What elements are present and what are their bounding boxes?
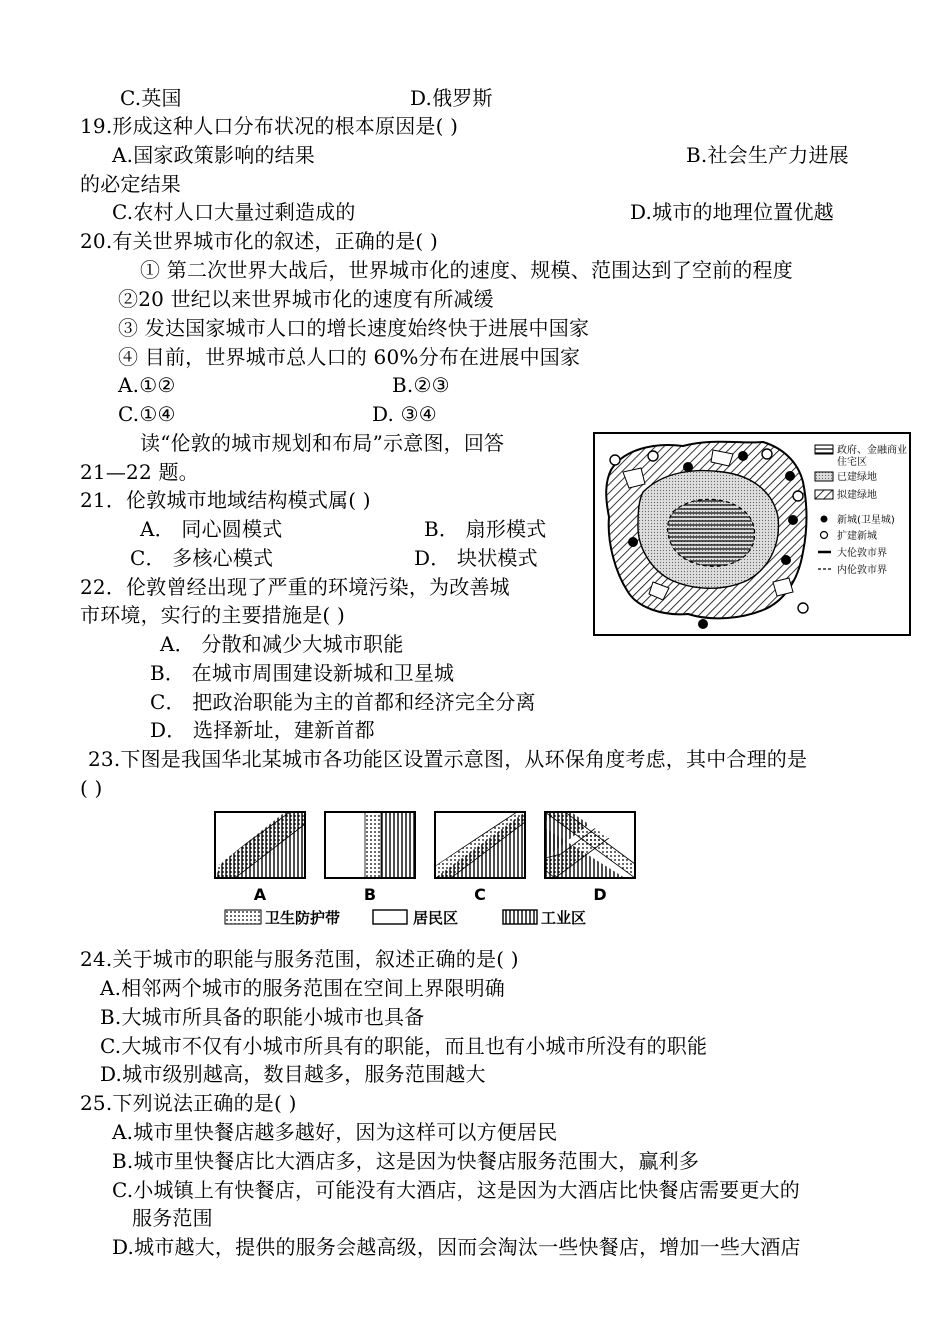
q21-option-b: B． 扇形模式 [424, 517, 547, 541]
q24-option-a: A.相邻两个城市的服务范围在空间上界限明确 [100, 976, 506, 1000]
q24-stem: 24.关于城市的职能与服务范围，叙述正确的是( ) [80, 947, 519, 971]
q24-option-d: D.城市级别越高，数目越多，服务范围越大 [100, 1062, 486, 1086]
q19-stem: 19.形成这种人口分布状况的根本原因是( ) [80, 114, 459, 138]
legend-residential-label: 居民区 [413, 909, 459, 927]
panel-label-d: D [593, 885, 607, 904]
q22-option-b: B． 在城市周围建设新城和卫星城 [150, 661, 455, 685]
q25-option-b: B.城市里快餐店比大酒店多，这是因为快餐店服务范围大，赢利多 [112, 1149, 700, 1173]
q25-option-d: D.城市越大，提供的服务会越高级，因而会淘汰一些快餐店，增加一些大酒店 [112, 1235, 801, 1259]
new-town-dot [788, 515, 798, 525]
q20-option-b: B.②③ [392, 373, 450, 397]
legend-label: 拟建绿地 [837, 490, 877, 501]
panel-c [435, 812, 525, 878]
q20-option-a: A.①② [118, 373, 176, 397]
q21-option-d: D． 块状模式 [414, 546, 538, 570]
legend-swatch-residential [373, 910, 407, 924]
legend-label: 已建绿地 [837, 472, 877, 483]
q21-option-a: A． 同心圆模式 [140, 517, 283, 541]
panel-label-b: B [363, 885, 377, 904]
expanded-town-dot [793, 491, 803, 501]
new-town-dot [683, 462, 693, 472]
expanded-town-dot [798, 603, 808, 613]
q18-option-c: C.英国 [120, 86, 182, 110]
panel-a [215, 812, 305, 878]
new-town-dot [785, 471, 795, 481]
panel-label-a: A [253, 885, 267, 904]
legend-label: 内伦敦市界 [837, 565, 887, 576]
new-town-dot [698, 619, 708, 629]
panel-d [545, 812, 635, 878]
expanded-town-dot [762, 449, 772, 459]
new-town-dot [781, 555, 791, 565]
legend-label: 新城(卫星城) [837, 515, 895, 526]
legend-swatch-belt [225, 910, 261, 924]
q22-option-c: C． 把政治职能为主的首都和经济完全分离 [150, 690, 536, 714]
intro-line-2: 21—22 题。 [80, 460, 199, 484]
expanded-town-dot [648, 451, 658, 461]
q19-option-a: A.国家政策影响的结果 [112, 143, 316, 167]
q19-option-c: C.农村人口大量过剩造成的 [112, 200, 356, 224]
intro-line-1: 读“伦敦的城市规划和布局”示意图，回答 [140, 431, 505, 455]
legend-label: 大伦敦市界 [837, 548, 887, 559]
q23-stem: 23.下图是我国华北某城市各功能区设置示意图，从环保角度考虑，其中合理的是 [88, 747, 808, 771]
q20-statement-4: ④ 目前，世界城市总人口的 60%分布在进展中国家 [118, 345, 581, 369]
q23-function-zone-diagram [205, 806, 655, 936]
q22-option-d: D． 选择新址，建新首都 [150, 718, 375, 742]
q20-statement-1: ① 第二次世界大战后，世界城市化的速度、规模、范围达到了空前的程度 [140, 258, 793, 282]
panel-label-c: C [474, 885, 486, 904]
q19-option-b-continued: 的必定结果 [80, 172, 181, 196]
q20-stem: 20.有关世界城市化的叙述，正确的是( ) [80, 229, 438, 253]
q24-option-b: B.大城市所具备的职能小城市也具备 [100, 1005, 425, 1029]
q18-option-d: D.俄罗斯 [410, 86, 493, 110]
q25-stem: 25.下列说法正确的是( ) [80, 1091, 297, 1115]
q23-blank: ( ) [80, 776, 103, 800]
legend-industrial-label: 工业区 [541, 909, 587, 927]
q25-option-c-continued: 服务范围 [132, 1206, 213, 1230]
q20-statement-3: ③ 发达国家城市人口的增长速度始终快于进展中国家 [118, 316, 590, 340]
q25-option-a: A.城市里快餐店越多越好，因为这样可以方便居民 [112, 1120, 558, 1144]
q20-option-d: D. ③④ [372, 402, 437, 426]
legend-label: 扩建新城 [837, 531, 877, 542]
q21-stem: 21．伦敦城市地域结构模式属( ) [80, 488, 371, 512]
q22-option-a: A． 分散和减少大城市职能 [160, 632, 404, 656]
q22-stem-line-1: 22．伦敦曾经出现了严重的环境污染，为改善城 [80, 575, 510, 599]
q22-stem-line-2: 市环境，实行的主要措施是( ) [80, 603, 345, 627]
expanded-town-dot [610, 455, 620, 465]
new-town-dot [628, 537, 638, 547]
q19-option-b: B.社会生产力进展 [686, 143, 849, 167]
london-plan-map [593, 432, 911, 636]
legend-label: 住宅区 [837, 457, 867, 468]
q20-option-c: C.①④ [118, 402, 176, 426]
legend-label: 政府、金融商业 [837, 445, 907, 456]
q20-statement-2: ②20 世纪以来世界城市化的速度有所减缓 [118, 287, 494, 311]
panel-b [325, 812, 415, 878]
legend-belt-label: 卫生防护带 [265, 909, 341, 927]
new-town-dot [738, 451, 748, 461]
q24-option-c: C.大城市不仅有小城市所具有的职能，而且也有小城市所没有的职能 [100, 1034, 708, 1058]
q21-option-c: C． 多核心模式 [130, 546, 274, 570]
q19-option-d: D.城市的地理位置优越 [630, 200, 834, 224]
q25-option-c: C.小城镇上有快餐店，可能没有大酒店，这是因为大酒店比快餐店需要更大的 [112, 1178, 800, 1202]
legend-swatch-industrial [503, 910, 537, 924]
